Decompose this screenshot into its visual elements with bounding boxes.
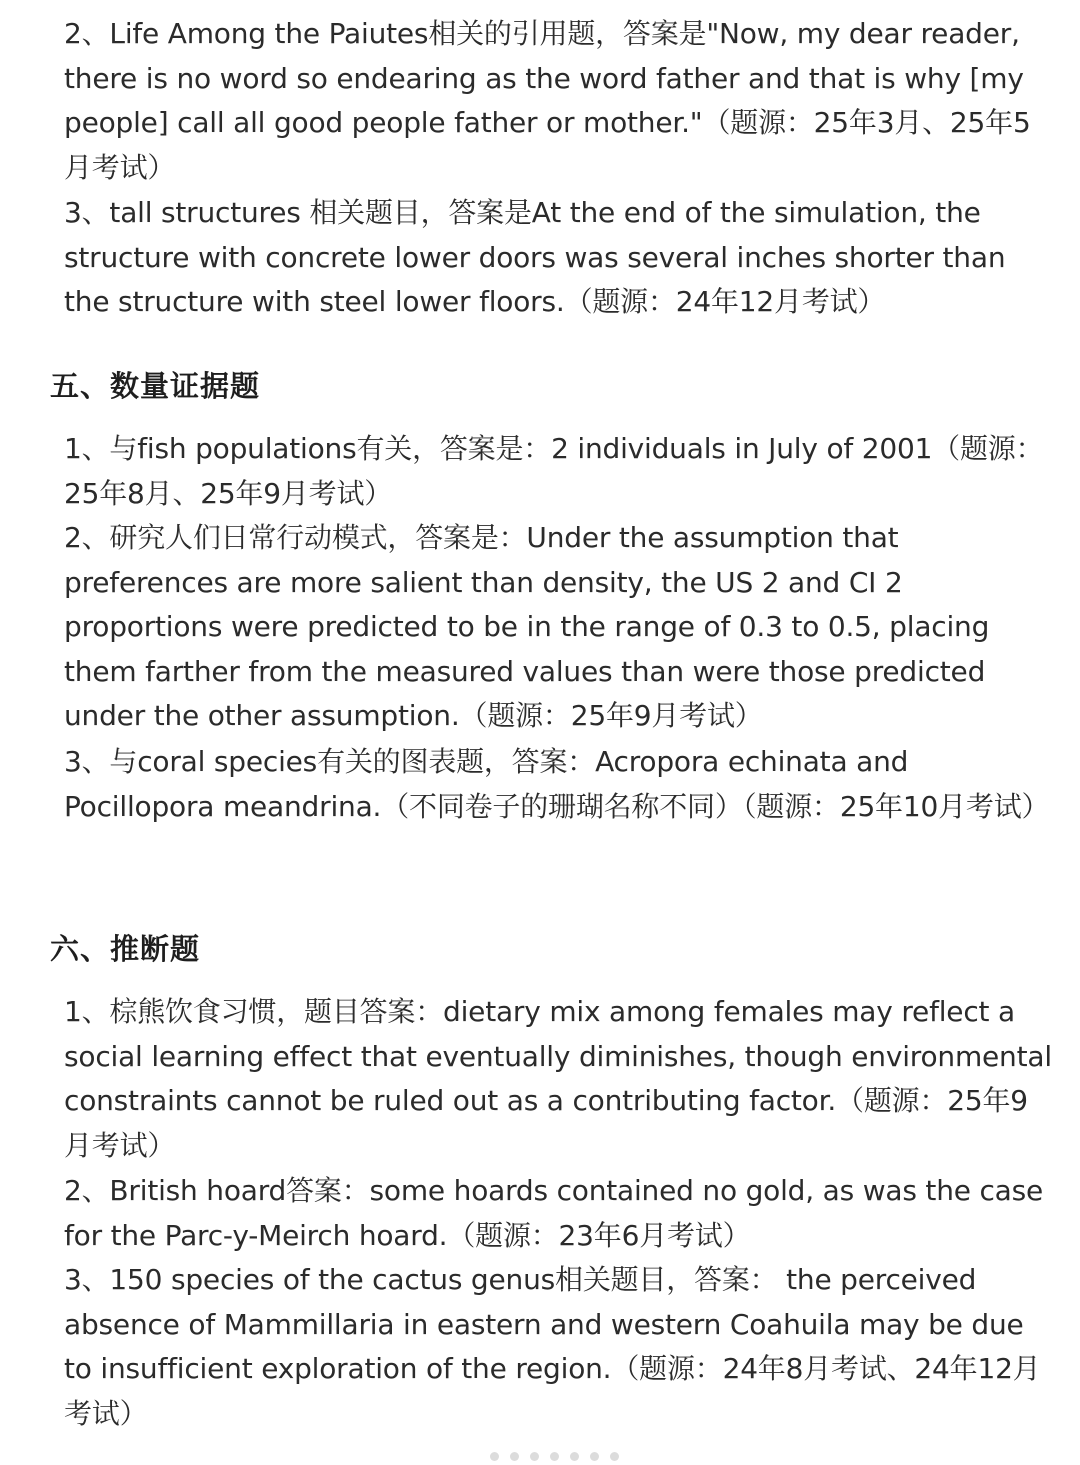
page-dot (490, 1452, 499, 1461)
page-dot (550, 1452, 559, 1461)
tall-structures-item: 3、tall structures 相关题目，答案是At the end of the simulation, the structure with concrete lower doors was several inches shorter than the structure with steel lower floors.（题源：24年12月考试） (64, 196, 1006, 319)
section-heading-inference: 六、推断题 (50, 932, 201, 966)
page-indicator-dots (470, 1452, 650, 1462)
section-heading-quantitative-evidence: 五、数量证据题 (50, 369, 261, 403)
british-hoard-item: 2、British hoard答案：some hoards contained no gold, as was the case for the Parc-y-Meirch hoard.（题源：23年6月考试） (64, 1174, 1044, 1252)
page-dot (590, 1452, 599, 1461)
page-dot (610, 1452, 619, 1461)
page-dot (570, 1452, 579, 1461)
cactus-genus-item: 3、150 species of the cactus genus相关题目，答案： the perceived absence of Mammillaria in eastern and western Coahuila may be due to insufficient exploration of the region.（题源：24年8月考试、24年12月考试） (64, 1263, 1041, 1430)
coral-species-item: 3、与coral species有关的图表题，答案：Acropora echinata and Pocillopora meandrina.（不同卷子的珊瑚名称不同）（题源：25年10月考试） (64, 745, 1050, 823)
paiutes-quote-item: 2、Life Among the Paiutes相关的引用题，答案是"Now, my dear reader, there is no word so endearing as the word father and that is why [my people] call all good people father or mother."（题源：25年3月、25年5月考试） (64, 17, 1031, 184)
page-dot (510, 1452, 519, 1461)
brown-bear-diet-item: 1、棕熊饮食习惯，题目答案：dietary mix among females may reflect a social learning effect that eventually diminishes, though environmental constraints cannot be ruled out as a contributing factor.（题源：25年9月考试） (64, 995, 1052, 1162)
page-dot (530, 1452, 539, 1461)
movement-patterns-item: 2、研究人们日常行动模式，答案是：Under the assumption that preferences are more salient than density, the US 2 and CI 2 proportions were predicted to be in the range of 0.3 to 0.5, placing them farther from the measured values than were those predicted under the other assumption.（题源：25年9月考试） (64, 521, 990, 733)
fish-populations-item: 1、与fish populations有关，答案是：2 individuals in July of 2001（题源：25年8月、25年9月考试） (64, 432, 1044, 510)
